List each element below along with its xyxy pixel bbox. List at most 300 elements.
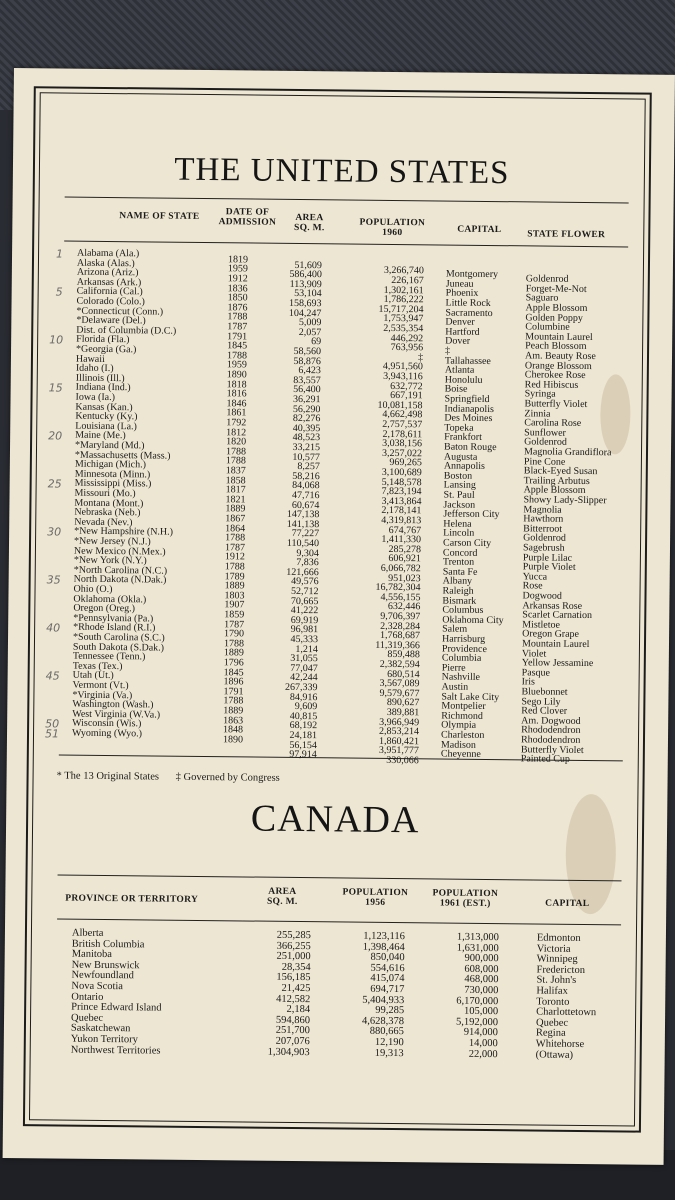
state-flower: Red Clover <box>521 705 568 717</box>
state-area: 97,914 <box>289 749 317 761</box>
footnote-original-states: * The 13 Original States <box>56 770 160 783</box>
admission-date: 1850 <box>227 292 248 304</box>
us-footnotes <box>57 770 280 783</box>
state-name: Texas (Tex.) <box>72 660 123 672</box>
state-capital: Indianapolis <box>444 403 494 415</box>
province-name: Saskatchewan <box>70 1023 131 1035</box>
state-capital: Harrisburg <box>441 633 486 646</box>
state-capital: Jefferson City <box>443 508 500 521</box>
province-population-1961: 14,000 <box>468 1037 498 1050</box>
state-name: North Dakota (N.Dak.) <box>73 574 167 587</box>
state-name: *Connecticut (Conn.) <box>76 305 164 318</box>
admission-date: 1861 <box>226 407 247 419</box>
state-area: 9,609 <box>294 701 318 713</box>
state-area: 31,055 <box>290 653 318 665</box>
state-area: 7,836 <box>296 557 319 569</box>
province-population-1956: 19,313 <box>374 1047 404 1059</box>
us-header-capital: CAPITAL <box>457 224 502 236</box>
admission-date: 1818 <box>226 378 247 391</box>
state-population: 2,757,537 <box>382 418 423 431</box>
state-name: Alaska (Alas.) <box>76 257 135 269</box>
state-population: 5,148,578 <box>381 476 422 488</box>
state-population: 1,860,421 <box>378 735 420 748</box>
state-name: *New Jersey (N.J.) <box>73 535 151 548</box>
province-area: 594,860 <box>275 1014 311 1026</box>
state-capital: Hartford <box>445 326 480 338</box>
province-name: Manitoba <box>71 948 113 961</box>
province-area: 156,185 <box>276 972 311 984</box>
state-area: 147,138 <box>286 509 320 521</box>
pencil-row-number: 10 <box>49 333 64 347</box>
province-name: Newfoundland <box>71 970 134 982</box>
state-name: Kansas (Kan.) <box>75 401 133 413</box>
admission-date: 1789 <box>224 570 245 583</box>
state-capital: Augusta <box>443 451 478 463</box>
state-name: *Rhode Island (R.I.) <box>73 622 156 634</box>
admission-date: 1788 <box>226 350 248 362</box>
state-area: 58,216 <box>292 470 320 483</box>
admission-date: 1788 <box>224 561 245 573</box>
us-header-date-line1: DATE OF <box>225 207 270 218</box>
admission-date: 1796 <box>223 657 244 669</box>
pencil-row-number: 50 <box>45 717 60 731</box>
state-capital: Carson City <box>442 537 492 550</box>
province-area: 207,076 <box>275 1035 310 1048</box>
state-population: 4,951,560 <box>382 361 423 373</box>
state-population: 763,956 <box>390 342 424 354</box>
state-name: California (Cal.) <box>76 286 143 298</box>
book-page <box>3 68 675 1165</box>
admission-date: 1788 <box>225 455 246 467</box>
state-name: South Dakota (S.Dak.) <box>72 641 165 654</box>
state-flower: Hawthorn <box>523 513 564 525</box>
state-area: 5,009 <box>298 317 322 329</box>
state-capital: Pierre <box>441 662 466 674</box>
admission-date: 1820 <box>226 436 247 448</box>
state-name: *New York (N.Y.) <box>73 554 147 567</box>
state-name: Nebraska (Neb.) <box>74 506 141 519</box>
state-flower: Pine Cone <box>523 455 566 468</box>
state-area: 36,291 <box>292 393 321 406</box>
province-name: British Columbia <box>71 938 145 951</box>
state-flower: Syringa <box>524 388 556 401</box>
us-header-population <box>352 218 432 239</box>
state-capital: Columbia <box>441 652 482 665</box>
state-name: Idaho (I.) <box>75 362 114 375</box>
state-area: 49,576 <box>291 576 319 588</box>
state-capital: Jackson <box>443 499 476 511</box>
state-area: 104,247 <box>288 307 322 319</box>
state-population: 285,278 <box>388 543 422 556</box>
admission-date: 1821 <box>225 494 246 506</box>
us-title: THE UNITED STATES <box>174 151 510 192</box>
pencil-row-number: 25 <box>47 477 62 491</box>
state-population: 2,535,354 <box>383 322 424 335</box>
admission-date: 1788 <box>223 695 244 707</box>
state-flower: Saguaro <box>525 292 559 305</box>
province-capital: Regina <box>535 1027 566 1040</box>
state-capital: Annapolis <box>443 460 486 473</box>
state-name: Utah (Ut.) <box>72 670 114 682</box>
state-area: 58,560 <box>293 345 322 358</box>
province-population-1961: 22,000 <box>468 1048 498 1060</box>
state-population: 7,823,194 <box>381 486 422 498</box>
state-population: 15,717,204 <box>378 303 424 316</box>
state-area: 52,712 <box>290 585 319 598</box>
province-population-1956: 415,074 <box>370 973 405 985</box>
province-name: Quebec <box>70 1012 104 1024</box>
province-population-1961: 105,000 <box>463 1005 499 1018</box>
admission-date: 1788 <box>225 532 246 544</box>
state-population: 6,066,782 <box>380 562 421 575</box>
admission-date: 1845 <box>227 340 248 352</box>
state-name: Iowa (Ia.) <box>75 391 116 404</box>
admission-date: 1788 <box>227 311 248 323</box>
admission-date: 1912 <box>224 551 245 563</box>
state-population: 632,446 <box>387 601 421 613</box>
state-capital: Lincoln <box>443 527 475 540</box>
state-area: 113,909 <box>289 278 322 291</box>
state-area: 84,068 <box>292 480 320 492</box>
state-capital: Montgomery <box>445 268 499 281</box>
province-population-1956: 694,717 <box>370 983 405 996</box>
admission-date: 1788 <box>223 638 245 650</box>
state-population: 674,767 <box>388 524 422 536</box>
state-flower: Apple Blossom <box>525 302 588 314</box>
state-population: 4,319,813 <box>381 514 422 527</box>
state-population: 1,786,222 <box>383 294 424 306</box>
state-capital: Bismark <box>442 595 477 607</box>
state-name: Oregon (Oreg.) <box>73 602 136 615</box>
admission-date: 1896 <box>223 676 244 688</box>
state-flower: Orange Blossom <box>524 359 592 372</box>
state-flower: Butterfly Violet <box>524 398 588 410</box>
province-population-1961: 5,192,000 <box>455 1016 499 1028</box>
state-name: *Georgia (Ga.) <box>76 343 137 356</box>
state-flower: Goldenrod <box>524 436 567 449</box>
state-flower: Rhododendron <box>521 724 581 737</box>
state-population: 2,178,611 <box>382 428 423 440</box>
state-name: West Virginia (W.Va.) <box>72 708 161 721</box>
state-flower: Golden Poppy <box>525 311 583 324</box>
state-flower: Bitterroot <box>523 523 563 535</box>
state-capital: Raleigh <box>442 585 474 597</box>
state-flower: Magnolia <box>523 503 562 516</box>
state-capital: Topeka <box>444 422 474 434</box>
province-population-1956: 850,040 <box>370 951 405 964</box>
state-name: Kentucky (Ky.) <box>75 410 138 423</box>
state-name: Ohio (O.) <box>73 583 113 596</box>
state-flower: Arkansas Rose <box>522 599 583 612</box>
state-flower: Dogwood <box>522 590 563 602</box>
state-capital: Springfield <box>444 393 490 406</box>
state-flower: Trailing Arbutus <box>523 475 590 487</box>
admission-date: 1889 <box>223 705 244 717</box>
state-area: 56,290 <box>292 403 321 415</box>
state-name: Indiana (Ind.) <box>75 382 131 394</box>
state-capital: Boston <box>443 470 473 482</box>
state-population: 9,706,397 <box>380 610 421 623</box>
admission-date: 1836 <box>227 282 248 295</box>
state-population: 2,853,214 <box>379 726 420 738</box>
admission-date: 1876 <box>227 302 248 314</box>
state-population: 1,768,687 <box>380 630 421 642</box>
state-population: 1,411,330 <box>381 534 422 546</box>
state-area: 33,215 <box>292 441 321 454</box>
state-capital: Tallahassee <box>444 355 491 367</box>
state-population: 632,772 <box>390 380 423 392</box>
state-area: 69,919 <box>290 614 319 627</box>
state-capital: Albany <box>442 575 473 588</box>
state-capital: St. Paul <box>443 489 475 501</box>
state-population: 1,753,947 <box>383 313 424 325</box>
state-area: 69 <box>311 336 322 348</box>
us-header-date <box>212 207 282 228</box>
province-name: Nova Scotia <box>71 980 124 993</box>
admission-date: 1889 <box>225 503 246 515</box>
state-flower: Purple Lilac <box>522 551 573 564</box>
state-flower: Mistletoe <box>522 619 561 631</box>
state-name: Tennessee (Tenn.) <box>72 650 146 663</box>
state-name: *Virginia (Va.) <box>72 689 133 701</box>
state-area: 267,339 <box>284 681 318 694</box>
state-flower: Goldenrod <box>523 532 566 545</box>
state-capital: Charleston <box>440 729 485 742</box>
province-population-1956: 1,398,464 <box>362 941 405 953</box>
state-capital: Sacramento <box>445 307 493 319</box>
state-capital: Trenton <box>442 556 475 569</box>
state-name: Washington (Wash.) <box>72 698 154 711</box>
province-area: 1,304,903 <box>267 1046 310 1058</box>
state-population: 951,023 <box>388 572 421 584</box>
admission-date: 1858 <box>225 474 246 487</box>
province-name: New Brunswick <box>71 959 140 972</box>
us-header-flower: STATE FLOWER <box>527 229 606 241</box>
canada-header-p61-line2: 1961 (EST.) <box>439 898 491 910</box>
state-population: 3,038,156 <box>382 438 423 450</box>
state-population: 226,167 <box>391 274 424 287</box>
canada-header-p56-line2: 1956 <box>365 897 386 908</box>
state-area: 77,227 <box>291 528 320 540</box>
state-area: 53,104 <box>294 288 322 300</box>
province-population-1961: 6,170,000 <box>456 995 499 1007</box>
province-capital: Victoria <box>536 943 571 955</box>
footnote-governed-by-congress: ‡ Governed by Congress <box>175 771 280 784</box>
state-name: *Maryland (Md.) <box>74 439 145 452</box>
state-flower: Peach Blossom <box>525 340 587 353</box>
state-population: 606,921 <box>388 553 421 565</box>
admission-date: 1792 <box>226 417 247 429</box>
state-area: 1,214 <box>295 643 318 655</box>
state-area: 82,276 <box>292 413 321 425</box>
admission-date: 1863 <box>223 714 244 727</box>
province-area: 28,354 <box>281 961 311 973</box>
state-population: 4,662,498 <box>382 409 423 421</box>
state-area: 24,181 <box>289 729 318 742</box>
state-population: 446,292 <box>390 332 424 344</box>
state-name: Illinois (Ill.) <box>75 372 125 384</box>
canada-header-p56-line1: POPULATION <box>342 887 409 899</box>
province-population-1961: 608,000 <box>464 963 499 975</box>
state-area: 56,154 <box>289 739 317 751</box>
province-area: 255,285 <box>276 929 311 942</box>
state-name: *New Hampshire (N.H.) <box>74 526 174 539</box>
province-name: Northwest Territories <box>70 1044 161 1057</box>
state-capital: Helena <box>443 518 472 530</box>
state-capital: Montpelier <box>441 700 486 713</box>
state-flower: Iris <box>521 676 535 688</box>
pencil-row-number: 51 <box>44 727 60 741</box>
admission-date: 1837 <box>225 465 246 477</box>
state-capital: Nashville <box>441 671 481 684</box>
state-name: Dist. of Columbia (D.C.) <box>76 324 177 337</box>
state-flower: Mountain Laurel <box>525 331 593 343</box>
state-flower: Columbine <box>525 321 570 333</box>
state-capital: Lansing <box>443 479 476 492</box>
admission-date: 1812 <box>226 426 247 439</box>
state-flower: Oregon Grape <box>522 628 580 641</box>
province-area: 2,184 <box>286 1004 311 1016</box>
state-population: 3,943,116 <box>383 370 423 383</box>
state-flower: Butterfly Violet <box>520 743 584 756</box>
state-area: 2,057 <box>298 326 322 339</box>
state-flower: Yellow Jessamine <box>521 657 594 670</box>
state-flower: Purple Violet <box>522 561 576 574</box>
state-capital: Columbus <box>442 604 484 617</box>
state-area: 10,577 <box>292 451 320 463</box>
state-flower: Scarlet Carnation <box>522 609 593 622</box>
canada-header-p61-line1: POPULATION <box>432 888 499 900</box>
state-population: 330,066 <box>386 754 419 767</box>
us-header-area-line1: AREA <box>295 212 324 224</box>
state-area: 141,138 <box>286 518 320 531</box>
state-capital: ‡ <box>445 345 451 357</box>
admission-date: 1867 <box>225 513 246 525</box>
state-population: 2,178,141 <box>381 505 422 517</box>
state-flower: Bluebonnet <box>521 686 568 698</box>
province-area: 251,000 <box>276 950 311 963</box>
state-capital: Dover <box>445 335 471 348</box>
province-population-1956: 4,628,378 <box>361 1015 405 1027</box>
state-population: 1,302,161 <box>383 284 424 296</box>
pencil-row-number: 15 <box>48 381 63 395</box>
state-population: 890,627 <box>386 697 420 709</box>
admission-date: 1787 <box>224 542 246 554</box>
state-population: 3,266,740 <box>383 265 424 277</box>
admission-date: 1848 <box>223 724 244 736</box>
pencil-row-number: 5 <box>55 285 63 299</box>
pencil-row-number: 35 <box>46 573 61 587</box>
admission-date: 1959 <box>226 359 247 371</box>
state-population: 2,382,594 <box>379 658 420 671</box>
state-area: 48,523 <box>292 432 321 444</box>
state-name: Vermont (Vt.) <box>72 679 129 692</box>
state-capital: Providence <box>441 643 487 655</box>
page-border <box>23 86 652 1132</box>
state-name: Colorado (Colo.) <box>76 295 145 308</box>
state-flower: Forget-Me-Not <box>525 283 587 295</box>
state-name: Montana (Mont.) <box>74 497 144 509</box>
state-name: Nevada (Nev.) <box>74 516 133 529</box>
state-flower: Mountain Laurel <box>521 638 590 650</box>
state-capital: Austin <box>441 681 469 693</box>
state-flower: Rose <box>522 580 543 592</box>
state-name: Wisconsin (Wis.) <box>72 718 142 730</box>
admission-date: 1846 <box>226 398 247 410</box>
province-population-1956: 554,616 <box>370 962 405 974</box>
state-area: 8,257 <box>297 461 320 473</box>
state-area: 42,244 <box>290 672 318 684</box>
province-capital: Whitehorse <box>535 1038 585 1051</box>
state-population: ‡ <box>417 352 424 364</box>
state-area: 51,609 <box>294 259 323 271</box>
state-flower: Goldenrod <box>525 273 569 285</box>
province-population-1961: 468,000 <box>464 974 499 986</box>
province-name: Prince Edward Island <box>71 1001 162 1014</box>
state-capital: Cheyenne <box>440 748 481 761</box>
admission-date: 1889 <box>223 647 244 659</box>
pencil-row-number: 1 <box>55 247 64 261</box>
admission-date: 1791 <box>223 686 244 698</box>
state-area: 6,423 <box>298 365 321 377</box>
province-area: 251,700 <box>275 1025 310 1037</box>
state-area: 70,665 <box>290 595 319 607</box>
province-capital: Toronto <box>536 996 570 1008</box>
state-population: 3,413,864 <box>381 495 422 508</box>
state-area: 58,876 <box>293 355 322 367</box>
state-name: Arizona (Ariz.) <box>76 266 139 279</box>
state-population: 3,567,089 <box>379 678 420 690</box>
province-population-1956: 5,404,933 <box>362 994 405 1006</box>
canada-header-pop-1961 <box>425 888 505 909</box>
state-name: Alabama (Ala.) <box>77 247 140 260</box>
state-population: 9,579,677 <box>379 687 420 700</box>
state-name: Michigan (Mich.) <box>74 458 147 471</box>
state-capital: Baton Rouge <box>443 441 497 454</box>
state-capital: Concord <box>442 547 478 559</box>
admission-date: 1816 <box>226 388 247 400</box>
state-capital: Phoenix <box>445 288 479 300</box>
state-flower: Sego Lily <box>521 695 561 708</box>
state-name: Louisiana (La.) <box>75 420 137 433</box>
us-header-name: NAME OF STATE <box>119 211 200 222</box>
state-capital: Olympia <box>441 719 477 732</box>
province-population-1961: 1,313,000 <box>456 931 499 944</box>
province-population-1956: 12,190 <box>374 1036 404 1049</box>
province-area: 412,582 <box>276 993 311 1005</box>
admission-date: 1845 <box>223 666 244 679</box>
state-area: 77,047 <box>290 662 318 675</box>
admission-date: 1817 <box>225 484 246 496</box>
state-flower: Am. Dogwood <box>521 715 581 727</box>
state-capital: Little Rock <box>445 297 491 310</box>
state-population: 667,191 <box>390 390 423 402</box>
state-flower: Showy Lady-Slipper <box>523 494 607 507</box>
admission-date: 1864 <box>225 522 246 535</box>
state-population: 3,100,689 <box>381 466 422 479</box>
state-population: 859,488 <box>387 649 420 661</box>
state-area: 121,666 <box>286 566 319 579</box>
state-capital: Juneau <box>445 278 474 290</box>
pencil-row-number: 20 <box>48 429 63 443</box>
state-population: 389,881 <box>386 706 420 719</box>
state-area: 40,395 <box>292 422 321 435</box>
admission-date: 1803 <box>224 590 245 602</box>
admission-date: 1907 <box>224 599 245 611</box>
province-capital: Halifax <box>536 985 568 997</box>
state-area: 158,693 <box>288 297 322 310</box>
state-population: 4,556,155 <box>380 591 421 604</box>
